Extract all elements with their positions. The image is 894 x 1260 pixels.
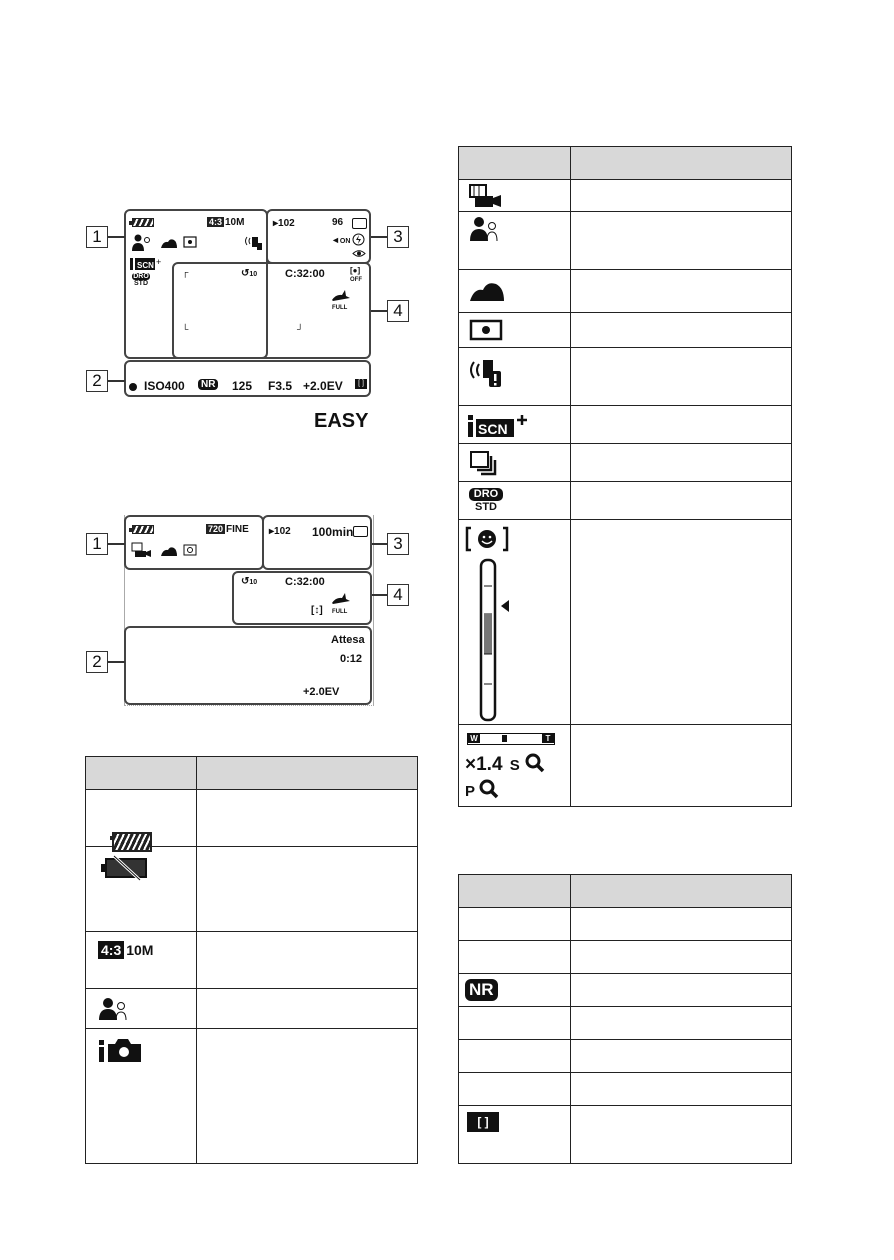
table-right-bottom: [458, 874, 792, 1164]
movie-size-badge: 720: [208, 524, 224, 534]
landscape-icon: [469, 280, 505, 302]
movie-icon: [469, 184, 503, 208]
zoom-p-label: P: [465, 783, 475, 800]
easy-label: EASY: [314, 410, 369, 432]
af-illuminator-icon: ◄ON: [331, 235, 351, 245]
zoom-value: ×1.4: [465, 754, 503, 775]
spot-meter-icon: [183, 236, 197, 248]
burst-icon: [469, 450, 499, 476]
full-label: FULL: [332, 609, 348, 615]
self-timer-icon: ↺10: [241, 576, 258, 587]
svg-text:SCN: SCN: [478, 420, 508, 437]
self-timer-icon: ↺10: [241, 268, 258, 279]
flash-off-icon: [352, 233, 365, 246]
nr-icon: NR: [465, 979, 498, 1001]
folder-icon: ▸102: [269, 526, 291, 537]
zoom-bar: W T: [467, 733, 555, 745]
face-off-icon: [●] OFF: [350, 266, 362, 283]
metering-icon: [ ]: [355, 379, 367, 389]
nr-badge: NR: [198, 379, 218, 390]
zoom-scale-icon: [459, 725, 570, 805]
smile-detection-icon: [465, 526, 513, 722]
movie-quality: FINE: [226, 524, 249, 535]
af-frame-corner: ┌: [182, 267, 189, 277]
shots-remaining: 96: [332, 217, 344, 228]
callout-3: 3: [387, 533, 409, 555]
dro-std-icon: DRO STD: [469, 488, 503, 514]
landscape-icon: [160, 545, 178, 557]
rec-dot-icon: [129, 383, 137, 391]
exposure-value: +2.0EV: [303, 686, 340, 698]
shake-warning-icon: [467, 354, 507, 388]
elapsed-time: 0:12: [340, 653, 363, 665]
callout-4: 4: [387, 584, 409, 606]
battery-icon: [132, 525, 154, 534]
red-eye-icon: [352, 249, 366, 258]
iso-value: ISO400: [144, 379, 185, 393]
zoom-s-label: S: [509, 757, 520, 774]
spot-meter-icon: [469, 319, 503, 341]
dro-std-icon: DRO STD: [133, 273, 149, 287]
portrait-icon: [469, 216, 499, 242]
table-right-top: [458, 146, 792, 807]
center-weighted-icon: [183, 544, 197, 556]
timecode: C:32:00: [285, 576, 325, 588]
remaining-time: 100min: [312, 525, 354, 539]
movie-icon: [131, 542, 153, 558]
image-size-icon: 4:3 10M: [98, 942, 196, 958]
timecode: C:32:00: [285, 268, 325, 280]
intelligent-auto-icon: [98, 1037, 144, 1063]
landscape-icon: [160, 237, 178, 249]
ratio-badge: 4:3: [209, 217, 223, 227]
stamina-icon: [330, 591, 352, 605]
scene-portrait-icon: [98, 997, 128, 1021]
callout-2: 2: [86, 370, 108, 392]
battery-empty-icon: [100, 855, 150, 881]
stamina-icon: [330, 288, 352, 302]
zoom-magnifier-icon: [479, 779, 499, 799]
meter-bracket-icon: [ ]: [467, 1112, 499, 1132]
aperture-value: F3.5: [268, 379, 293, 393]
status-text: Attesa: [331, 634, 365, 646]
shake-warning-icon: [243, 233, 263, 251]
shutter-value: 125: [232, 379, 253, 393]
callout-1: 1: [86, 226, 108, 248]
callout-3: 3: [387, 226, 409, 248]
panel-3: [262, 515, 372, 570]
iscn-plus-icon: [130, 257, 164, 271]
svg-text:SCN: SCN: [137, 261, 154, 270]
callout-4: 4: [387, 300, 409, 322]
callout-2: 2: [86, 651, 108, 673]
portrait-icon: [131, 234, 153, 252]
memory-card-icon: [353, 526, 368, 537]
histogram-icon: [↕]: [311, 605, 323, 616]
full-label: FULL: [332, 305, 348, 311]
folder-icon: ▸102: [273, 218, 295, 229]
zoom-magnifier-icon: [525, 753, 545, 773]
table-left: [85, 756, 418, 1164]
image-size: 10M: [225, 217, 245, 228]
af-frame-corner-bl: └: [182, 324, 189, 334]
callout-1: 1: [86, 533, 108, 555]
memory-card-icon: [352, 218, 367, 229]
battery-icon: [132, 218, 154, 227]
af-frame-corner-br: ┘: [297, 324, 304, 334]
svg-text:+: +: [156, 257, 162, 267]
exposure-value: +2.0EV: [303, 379, 343, 393]
iscn-plus-icon: [467, 412, 533, 438]
